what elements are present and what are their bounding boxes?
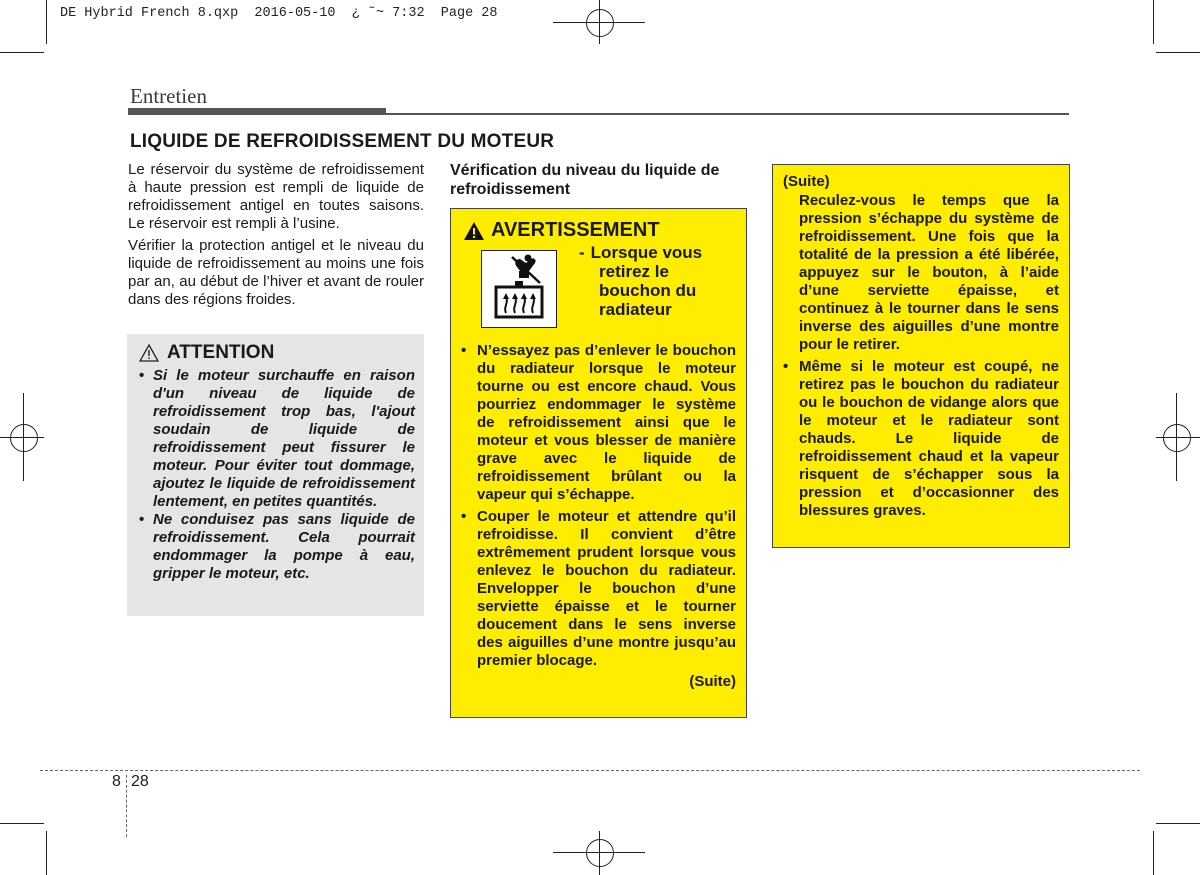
warning-triangle-outline-icon bbox=[139, 344, 159, 362]
attention-box bbox=[127, 334, 424, 616]
warning-list bbox=[461, 342, 736, 670]
warning-continued-box bbox=[772, 164, 1070, 548]
warning-triangle-filled-icon bbox=[463, 221, 485, 241]
warning-continued-paragraph: Reculez-vous le temps que la pression s’échappe du système de refroidissement. Une fois que la totalité de la pression a été libérée, appuyez sur le bouton, à l’aide d’une serviette épaisse, et continuez à le tourner dans le sens inverse des aiguilles d’une montre pour le retirer. bbox=[799, 192, 1059, 353]
subsection-title: Vérification du niveau du liquide de refroidissement bbox=[450, 162, 720, 198]
attention-heading: ATTENTION bbox=[167, 342, 275, 363]
warning-subtitle bbox=[579, 243, 736, 328]
warning-item: • Couper le moteur et attendre qu’il refroidisse. Il convient d’être extrêmement prudent lorsque vous enlevez le bouchon du radiateur. Envelopper le bouchon d’une serviette épaisse et le tourner doucement dans le sens inverse des aiguilles d’une montre jusqu’au premier blocage. bbox=[461, 508, 736, 670]
hot-radiator-cap-icon bbox=[481, 250, 557, 328]
warning-subtitle-rest: retirez le bouchon du radiateur bbox=[599, 262, 697, 319]
warning-icon-row bbox=[461, 244, 736, 328]
continued-label: (Suite) bbox=[689, 673, 736, 690]
attention-item: • Ne conduisez pas sans liquide de refroidissement. Cela pourrait endommager la pompe à eau, gripper le moteur, etc. bbox=[137, 511, 415, 583]
warning-subtitle-dash: - bbox=[579, 243, 585, 262]
warning-box bbox=[450, 208, 747, 718]
section-name: Entretien bbox=[130, 84, 207, 108]
page-title: LIQUIDE DE REFROIDISSEMENT DU MOTEUR bbox=[130, 131, 555, 152]
warning-item: • Même si le moteur est coupé, ne retirez pas le bouchon du radiateur ou le bouchon de vidange alors que le moteur et le radiateur sont chauds. Le liquide de refroidissement chaud et la vapeur risquent de s’échapper sous la pression et d’occasionner des blessures graves. bbox=[783, 358, 1059, 520]
header-bar bbox=[128, 108, 386, 115]
continued-from-label: (Suite) bbox=[783, 173, 830, 190]
attention-header bbox=[139, 342, 415, 364]
intro-paragraph-2: Vérifier la protection antigel et le niveau du liquide de refroidissement au moins une fois par an, au début de l’hiver et avant de rouler dans des régions froides. bbox=[128, 237, 424, 308]
intro-paragraph-1: Le réservoir du système de refroidissement à haute pression est rempli de liquide de refroidissement antigel en toutes saisons. Le réservoir est rempli à l’usine. bbox=[128, 161, 424, 232]
warning-heading: AVERTISSEMENT bbox=[491, 219, 660, 241]
footer-rule bbox=[40, 770, 1140, 771]
attention-list bbox=[137, 367, 415, 583]
page-number-separator bbox=[126, 775, 127, 837]
chapter-number: 8 bbox=[112, 773, 121, 790]
warning-header bbox=[463, 219, 736, 242]
page-number: 28 bbox=[131, 773, 149, 790]
warning-continued-list bbox=[783, 358, 1059, 520]
warning-item: • N’essayez pas d’enlever le bouchon du radiateur lorsque le moteur tourne ou est encore chaud. Vous pourriez endommager le système de refroidissement ainsi que le moteur et vous blesser de manière grave avec le liquide de refroidissement brûlant ou la vapeur qui s’échappe. bbox=[461, 342, 736, 504]
print-header: DE Hybrid French 8.qxp 2016-05-10 ¿ ˜~ 7:32 Page 28 bbox=[60, 6, 498, 21]
attention-item: • Si le moteur surchauffe en raison d'un niveau de liquide de refroidissement trop bas, l'ajout soudain de liquide de refroidissement peut fissurer le moteur. Pour éviter tout dommage, ajoutez le liquide de refroidissement lentement, en petites quantités. bbox=[137, 367, 415, 511]
intro-text bbox=[128, 161, 424, 313]
warning-subtitle-first: Lorsque vous bbox=[590, 243, 703, 262]
header-rule bbox=[386, 113, 1069, 115]
